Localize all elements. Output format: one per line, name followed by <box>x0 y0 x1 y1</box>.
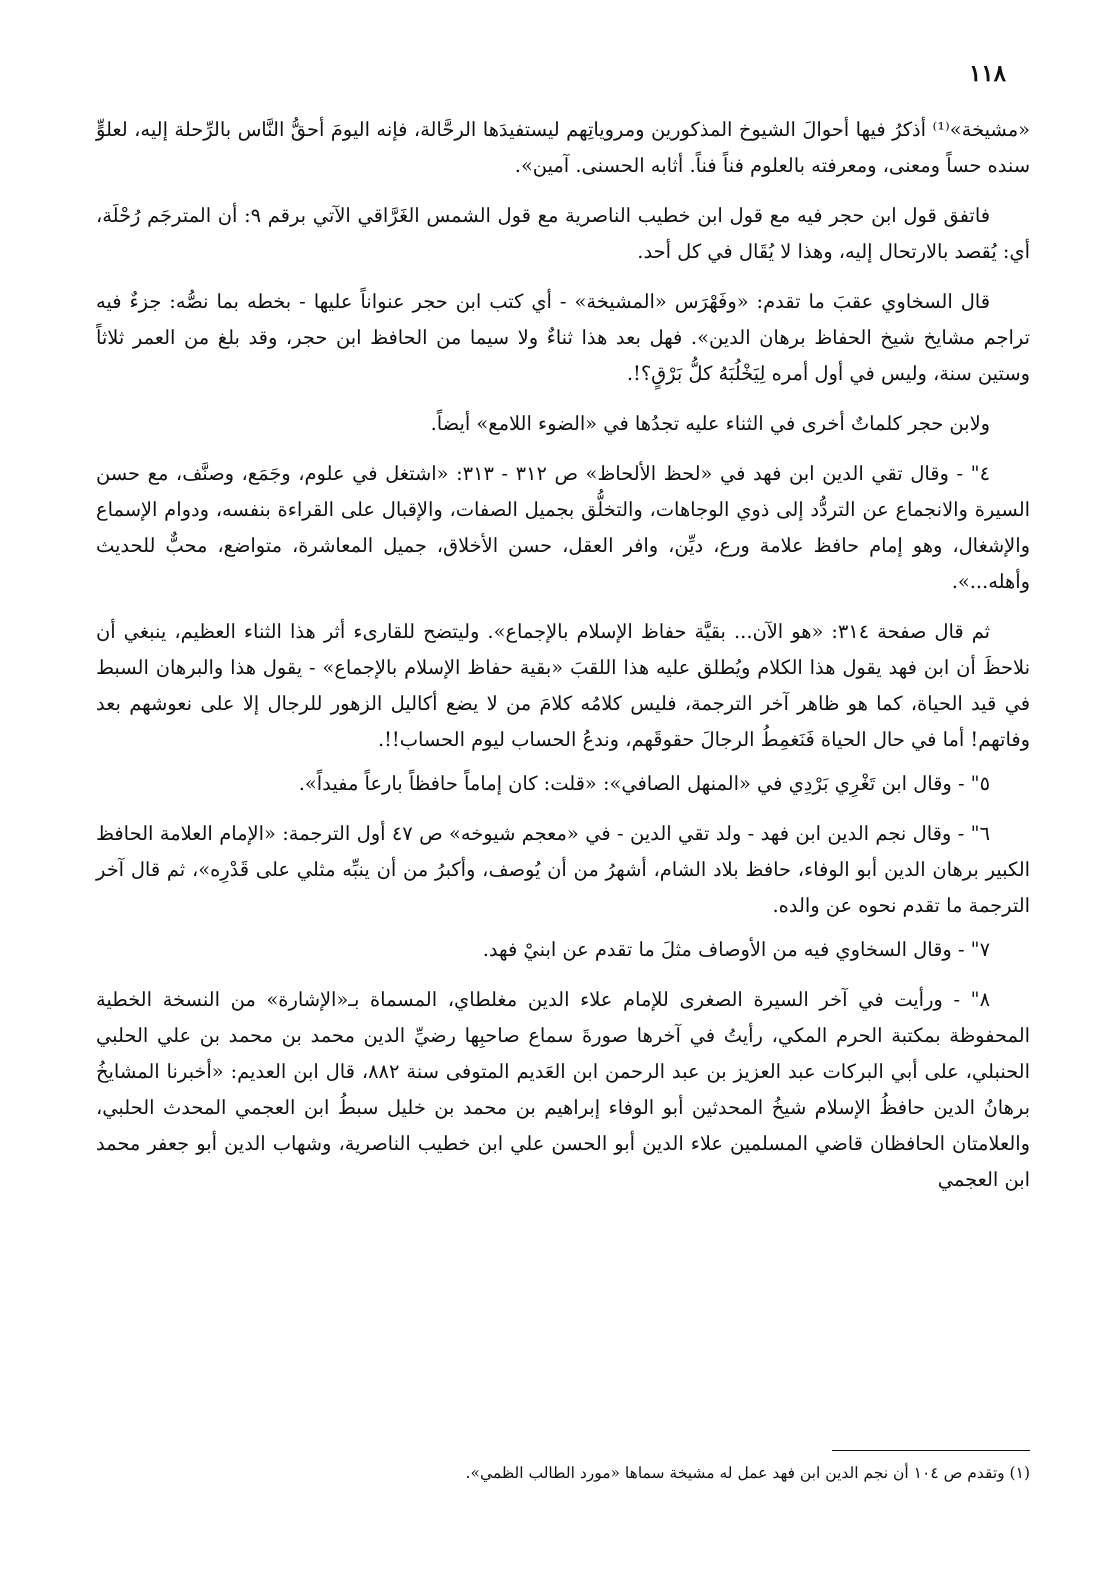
paragraph-6: ثم قال صفحة ٣١٤: «هو الآن... بقيَّة حفاظ الإسلام بالإجماع». وليتضح للقارىء أثر هذا الثناء العظيم، ينبغي أن نلاحظَ أن ابن فهد يقول هذا الكلام ويُطلق عليه هذا اللقبَ «بقية حفاظ الإسلام بالإجماع» - يقول هذا والبرهان السبط في قيد الحياة، كما هو ظاهر آخر الترجمة، فليس كلامُه كلامَ من لا يضع أكاليل الزهور للرجال إلا على نعوشهم بعد وفاتهم! أما في حال الحياة فَنَغمِطُ الرجالَ حقوقَهم، وندعُ الحساب ليوم الحساب!!. <box>96 620 1030 751</box>
paragraph-4: ولابن حجر كلماتٌ أخرى في الثناء عليه تجدُها في «الضوء اللامع» أيضاً. <box>430 412 990 435</box>
paragraph-7: ٥" - وقال ابن تَغْرِي بَرْدِي في «المنهل الصافي»: «قلت: كان إماماً حافظاً بارعاً مفيداً». <box>298 772 990 795</box>
paragraph-1: «مشيخة»⁽¹⁾ أذكرُ فيها أحوالَ الشيوخ المذكورين ومروياتِهم ليستفيدَها الرحَّالة، فإنه اليومَ أحقُّ النَّاس بالرِّحلة إليه، لعلوٍّ سنده حساً ومعنى، ومعرفته بالعلوم فناً فناً. أثابه الحسنى. آمين». <box>96 118 1030 177</box>
page-number: ١١٨ <box>968 60 1006 87</box>
paragraph-2: فاتفق قول ابن حجر فيه مع قول ابن خطيب الناصرية مع قول الشمس الغَرَّاقي الآتي برقم ٩: أن المترجَم رُحْلَة، أي: يُقصد بالارتحال إليه، وهذا لا يُقَال في كل أحد. <box>96 204 1030 263</box>
paragraph-10: ٨" - ورأيت في آخر السيرة الصغرى للإمام علاء الدين مغلطاي، المسماة بـ«الإشارة» من النسخة الخطية المحفوظة بمكتبة الحرم المكي، رأيتُ في آخرها صورةَ سماع صاحبِها رضيِّ الدين محمد بن محمد بن علي الحلبي الحنبلي، على أبي البركات عبد العزيز بن عبد الرحمن ابن العَديم المتوفى سنة ٨٨٢، قال ابن العديم: «أخبرنا المشايخُ برهانُ الدين حافظُ الإسلام شيخُ المحدثين أبو الوفاء إبراهيم بن محمد بن خليل سبطُ ابن العجمي المحدث الحلبي، والعلامتان الحافظان قاضي المسلمين علاء الدين أبو الحسن علي ابن خطيب الناصرية، وشهاب الدين أبو جعفر محمد ابن العجمي <box>96 988 1030 1191</box>
paragraph-5: ٤" - وقال تقي الدين ابن فهد في «لحظ الألحاظ» ص ٣١٢ - ٣١٣: «اشتغل في علوم، وجَمَع، وصنَّف، مع حسن السيرة والانجماع عن التردُّد إلى ذوي الوجاهات، والتخلُّق بجميل الصفات، والإقبال على القراءة بنفسه، ودوام الإسماع والإشغال، وهو إمام حافظ علامة ورع، ديِّن، وافر العقل، حسن الأخلاق، جميل المعاشرة، متواضع، محبٌّ للحديث وأهله...». <box>96 462 1030 593</box>
footnote: (١) وتقدم ص ١٠٤ أن نجم الدين ابن فهد عمل له مشيخة سماها «مورد الطالب الظمي». <box>465 1464 1030 1482</box>
paragraph-9: ٧" - وقال السخاوي فيه من الأوصاف مثلَ ما تقدم عن ابنيْ فهد. <box>482 938 990 961</box>
paragraph-8: ٦" - وقال نجم الدين ابن فهد - ولد تقي الدين - في «معجم شيوخه» ص ٤٧ أول الترجمة: «الإمام العلامة الحافظ الكبير برهان الدين أبو الوفاء، حافظ بلاد الشام، أشهرُ من أن يُوصف، وأكبرُ من أن ينبِّه مثلي على قَدْرِه»، ثم قال آخر الترجمة ما تقدم نحوه عن والده. <box>96 822 1030 917</box>
footnote-divider <box>832 1450 1030 1451</box>
main-text <box>96 112 1030 1212</box>
paragraph-3: قال السخاوي عقبَ ما تقدم: «وفَهْرَس «المشيخة» - أي كتب ابن حجر عنواناً عليها - بخطه بما نصُّه: جزءٌ فيه تراجم مشايخ شيخ الحفاظ برهان الدين». فهل بعد هذا ثناءٌ ولا سيما من الحافظ ابن حجر، وقد بلغ من العمر ثلاثاً وستين سنة، وليس في أول أمره لِيَخْلُبَهُ كلُّ بَرْقٍ؟!. <box>96 290 1030 385</box>
